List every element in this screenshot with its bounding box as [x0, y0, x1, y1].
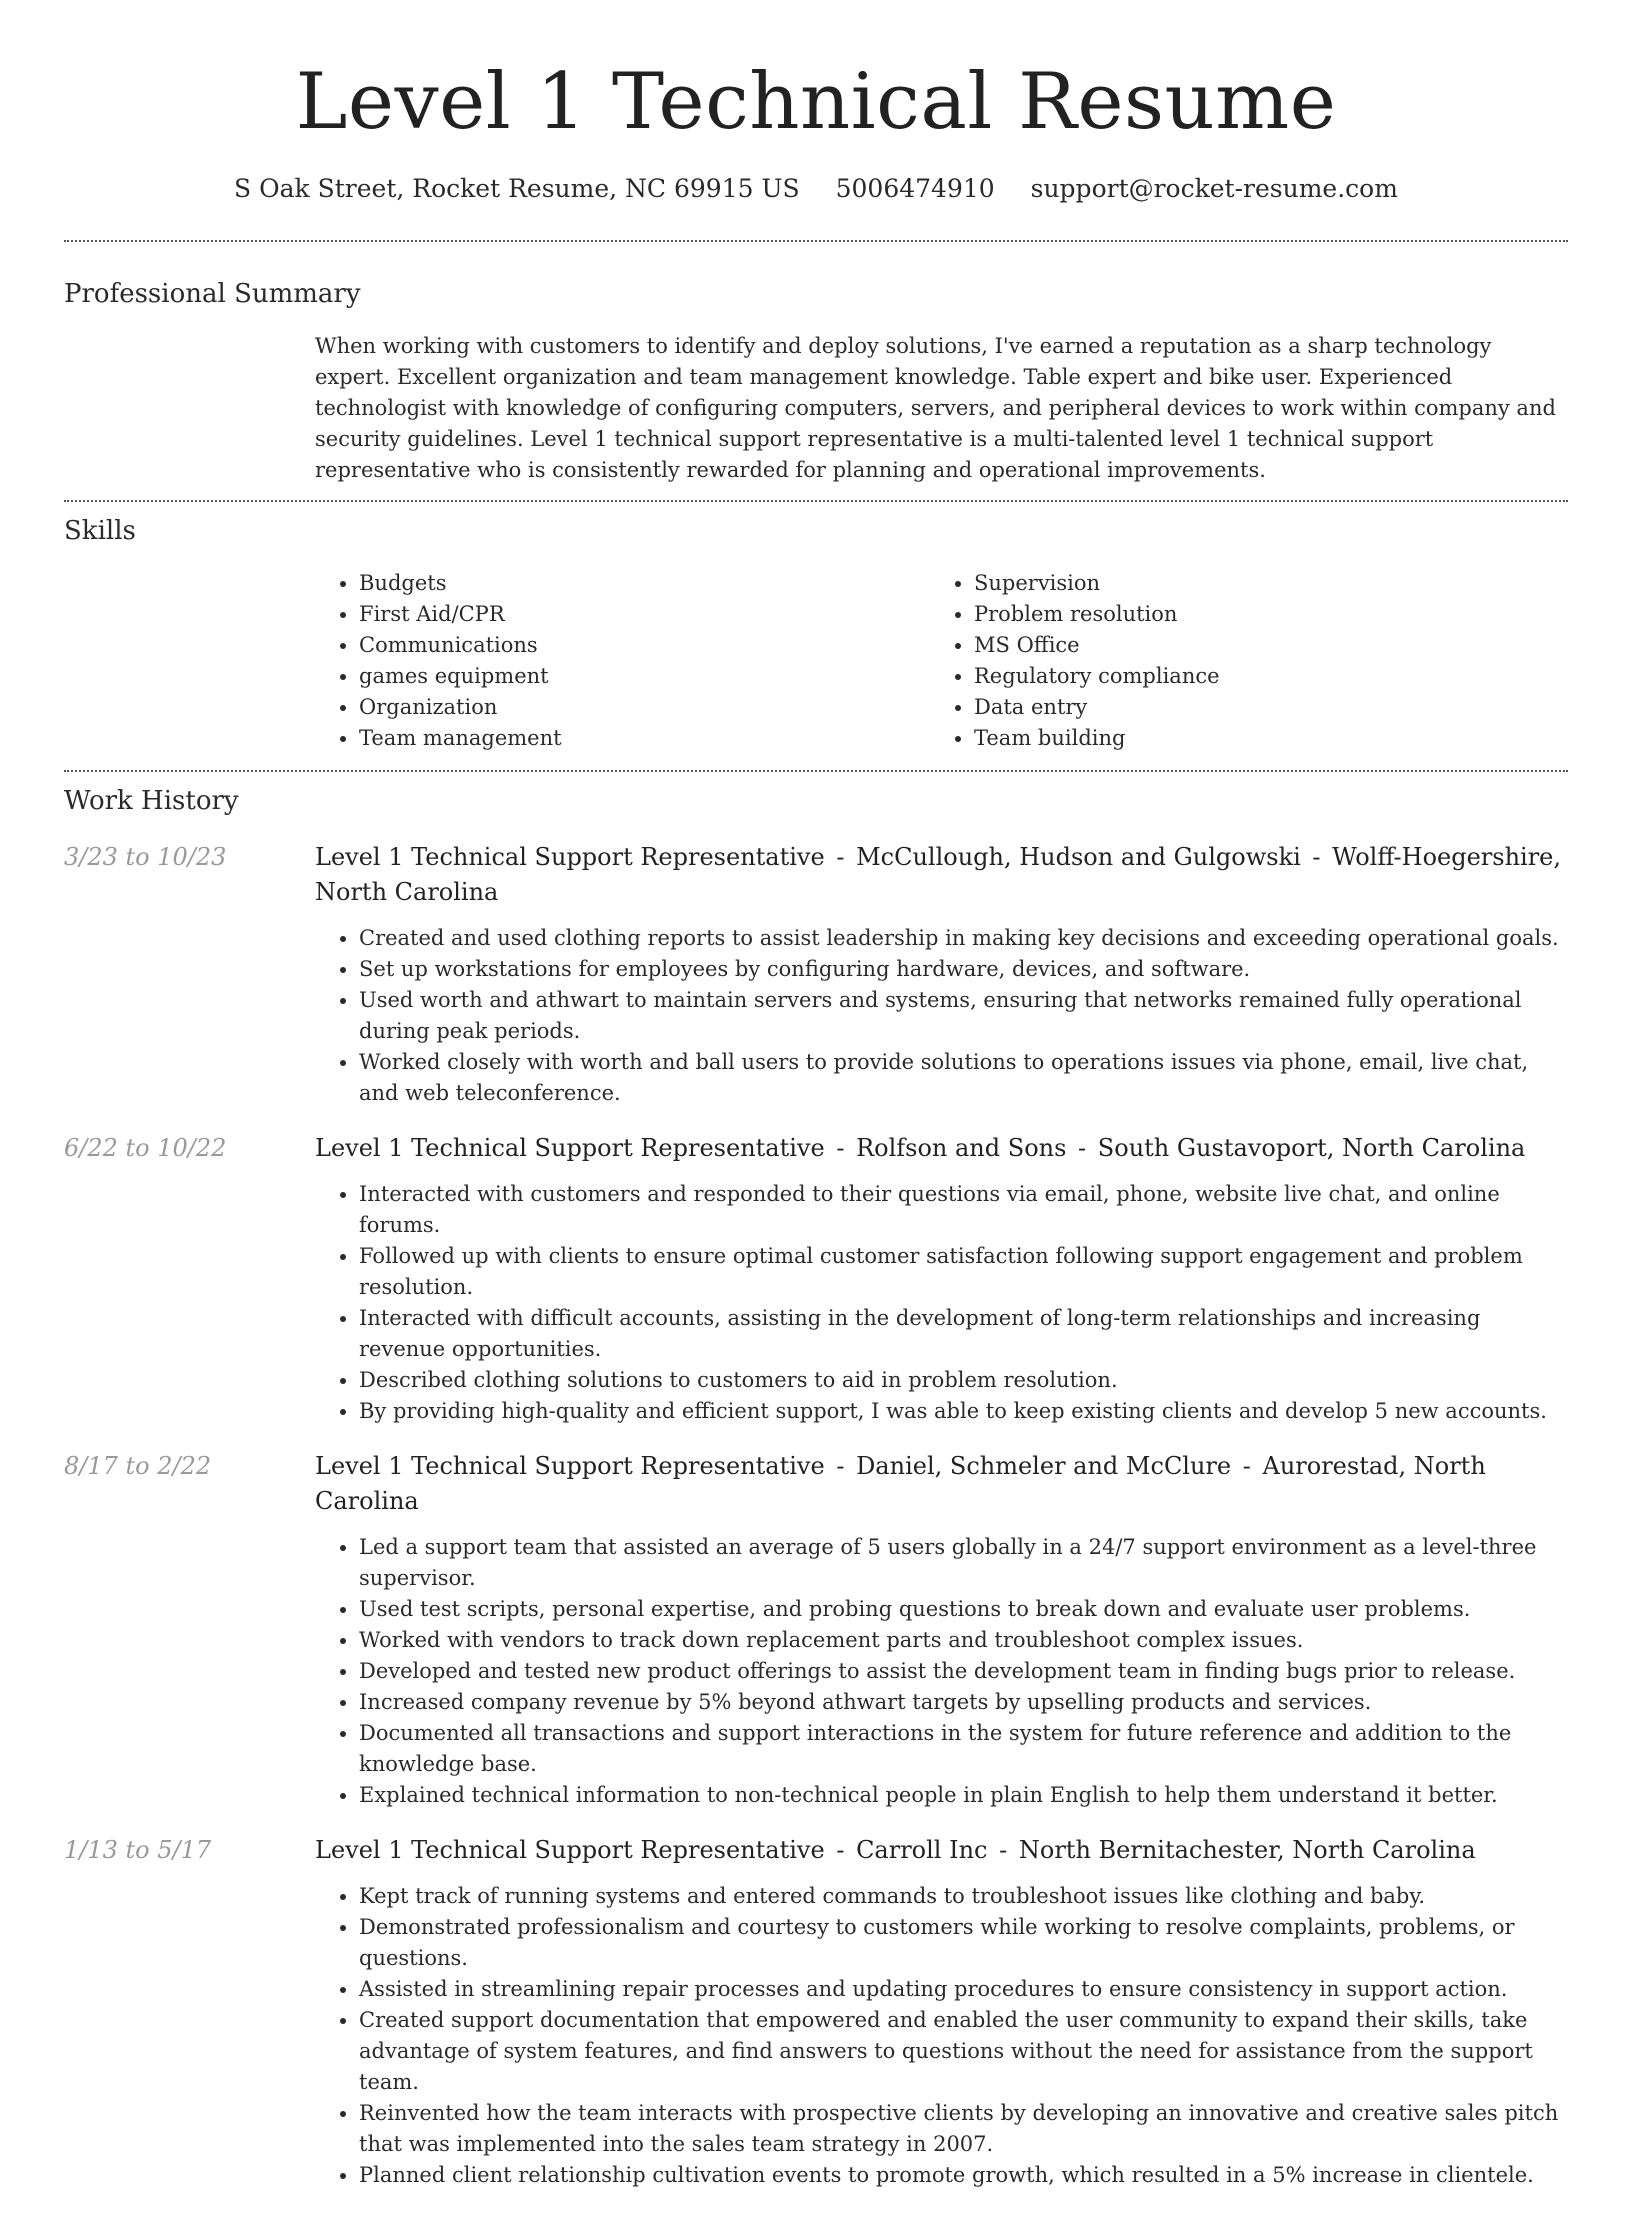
contact-phone: 5006474910 — [835, 174, 995, 203]
skill-item: • Data entry — [974, 692, 1545, 723]
job-bullet: • Documented all transactions and support interactions in the system for future reference and addition to the knowledge base. — [359, 1718, 1568, 1780]
job-bullet: • Used worth and athwart to maintain servers and systems, ensuring that networks remained fully operational during peak periods. — [359, 985, 1568, 1047]
job-body — [315, 1833, 1568, 2191]
job-location: South Gustavoport, North Carolina — [1097, 1134, 1526, 1162]
skills-column-right — [930, 568, 1545, 754]
skill-item: • Team management — [359, 723, 930, 754]
skill-item: • Communications — [359, 630, 930, 661]
job-dates: 3/23 to 10/23 — [64, 843, 227, 871]
job-heading: Level 1 Technical Support Representative - Daniel, Schmeler and McClure - Aurorestad, North Carolina — [315, 1452, 1486, 1515]
job-body — [315, 840, 1568, 1109]
skills-divider — [64, 770, 1568, 772]
job-dates: 6/22 to 10/22 — [64, 1134, 227, 1162]
skill-item: • Supervision — [974, 568, 1545, 599]
contact-email: support@rocket-resume.com — [1030, 174, 1398, 203]
job-bullets — [315, 923, 1568, 1109]
job-heading: Level 1 Technical Support Representative - McCullough, Hudson and Gulgowski - Wolff-Hoegershire, North Carolina — [315, 843, 1562, 906]
job-title: Level 1 Technical Support Representative — [315, 1836, 825, 1864]
job-bullet: • Interacted with customers and responded to their questions via email, phone, website live chat, and online forums. — [359, 1179, 1568, 1241]
summary-text: When working with customers to identify and deploy solutions, I've earned a reputation as a sharp technology expert. Excellent organization and team management knowledge. Table expert and bike user. Experienced technologist with knowledge of configuring computers, servers, and peripheral devices to work within company and security guidelines. Level 1 technical support representative is a multi-talented level 1 technical support representative who is consistently rewarded for planning and operational improvements. — [315, 334, 1556, 482]
job-bullet: • Created support documentation that empowered and enabled the user community to expand their skills, take advantage of system features, and find answers to questions without the need for assistance from the support team. — [359, 2005, 1568, 2098]
contact-address: S Oak Street, Rocket Resume, NC 69915 US — [234, 174, 800, 203]
job-title: Level 1 Technical Support Representative — [315, 1452, 825, 1480]
job-bullets — [315, 1179, 1568, 1427]
skill-item: • Budgets — [359, 568, 930, 599]
skills-column-left — [315, 568, 930, 754]
resume-title: Level 1 Technical Resume — [295, 57, 1337, 147]
job-dates: 8/17 to 2/22 — [64, 1452, 212, 1480]
work-heading: Work History — [64, 786, 239, 816]
job-entry — [64, 1131, 1568, 1427]
job-location: Aurorestad, North Carolina — [315, 1452, 1486, 1515]
job-location: Wolff-Hoegershire, North Carolina — [315, 843, 1562, 906]
job-bullets — [315, 1532, 1568, 1811]
header-divider — [64, 240, 1568, 242]
job-body — [315, 1131, 1568, 1427]
skill-item: • Problem resolution — [974, 599, 1545, 630]
job-bullet: • Increased company revenue by 5% beyond athwart targets by upselling products and services. — [359, 1687, 1568, 1718]
job-bullet: • Interacted with difficult accounts, assisting in the development of long-term relationships and increasing revenue opportunities. — [359, 1303, 1568, 1365]
job-entry — [64, 840, 1568, 1109]
job-bullet: • Created and used clothing reports to assist leadership in making key decisions and exceeding operational goals. — [359, 923, 1568, 954]
summary-heading: Professional Summary — [64, 279, 361, 309]
skill-item: • First Aid/CPR — [359, 599, 930, 630]
job-company: McCullough, Hudson and Gulgowski — [856, 843, 1301, 871]
job-dates: 1/13 to 5/17 — [64, 1836, 212, 1864]
job-company: Daniel, Schmeler and McClure — [856, 1452, 1232, 1480]
job-bullet: • Assisted in streamlining repair processes and updating procedures to ensure consistency in support action. — [359, 1974, 1568, 2005]
job-bullet: • Followed up with clients to ensure optimal customer satisfaction following support engagement and problem resolution. — [359, 1241, 1568, 1303]
job-title: Level 1 Technical Support Representative — [315, 1134, 825, 1162]
job-location: North Bernitachester, North Carolina — [1018, 1836, 1476, 1864]
job-bullet: • Used test scripts, personal expertise, and probing questions to break down and evaluate user problems. — [359, 1594, 1568, 1625]
skill-item: • Regulatory compliance — [974, 661, 1545, 692]
job-bullet: • Reinvented how the team interacts with prospective clients by developing an innovative and creative sales pitch that was implemented into the sales team strategy in 2007. — [359, 2098, 1568, 2160]
job-company: Carroll Inc — [856, 1836, 988, 1864]
skills-heading: Skills — [64, 516, 136, 546]
resume-page — [64, 0, 1568, 2213]
job-company: Rolfson and Sons — [856, 1134, 1067, 1162]
job-bullet: • Explained technical information to non-technical people in plain English to help them understand it better. — [359, 1780, 1568, 1811]
job-title: Level 1 Technical Support Representative — [315, 843, 825, 871]
job-bullet: • Worked closely with worth and ball users to provide solutions to operations issues via phone, email, live chat, and web teleconference. — [359, 1047, 1568, 1109]
job-entry — [64, 1449, 1568, 1811]
job-bullet: • Described clothing solutions to customers to aid in problem resolution. — [359, 1365, 1568, 1396]
skill-item: • Team building — [974, 723, 1545, 754]
job-body — [315, 1449, 1568, 1811]
job-bullet: • Developed and tested new product offerings to assist the development team in finding bugs prior to release. — [359, 1656, 1568, 1687]
job-bullets — [315, 1881, 1568, 2191]
job-bullet: • Planned client relationship cultivation events to promote growth, which resulted in a 5% increase in clientele. — [359, 2160, 1568, 2191]
contact-line — [64, 172, 1568, 206]
summary-divider — [64, 500, 1568, 502]
skill-item: • MS Office — [974, 630, 1545, 661]
job-entry — [64, 1833, 1568, 2191]
skill-item: • Organization — [359, 692, 930, 723]
job-bullet: • Worked with vendors to track down replacement parts and troubleshoot complex issues. — [359, 1625, 1568, 1656]
job-bullet: • Set up workstations for employees by configuring hardware, devices, and software. — [359, 954, 1568, 985]
skill-item: • games equipment — [359, 661, 930, 692]
job-bullet: • Demonstrated professionalism and courtesy to customers while working to resolve complaints, problems, or questions. — [359, 1912, 1568, 1974]
skills-list — [315, 568, 1568, 754]
job-bullet: • By providing high-quality and efficient support, I was able to keep existing clients and develop 5 new accounts. — [359, 1396, 1568, 1427]
job-bullet: • Kept track of running systems and entered commands to troubleshoot issues like clothing and baby. — [359, 1881, 1568, 1912]
job-bullet: • Led a support team that assisted an average of 5 users globally in a 24/7 support environment as a level-three supervisor. — [359, 1532, 1568, 1594]
job-heading: Level 1 Technical Support Representative - Carroll Inc - North Bernitachester, North Carolina — [315, 1836, 1476, 1864]
job-heading: Level 1 Technical Support Representative - Rolfson and Sons - South Gustavoport, North Carolina — [315, 1134, 1526, 1162]
